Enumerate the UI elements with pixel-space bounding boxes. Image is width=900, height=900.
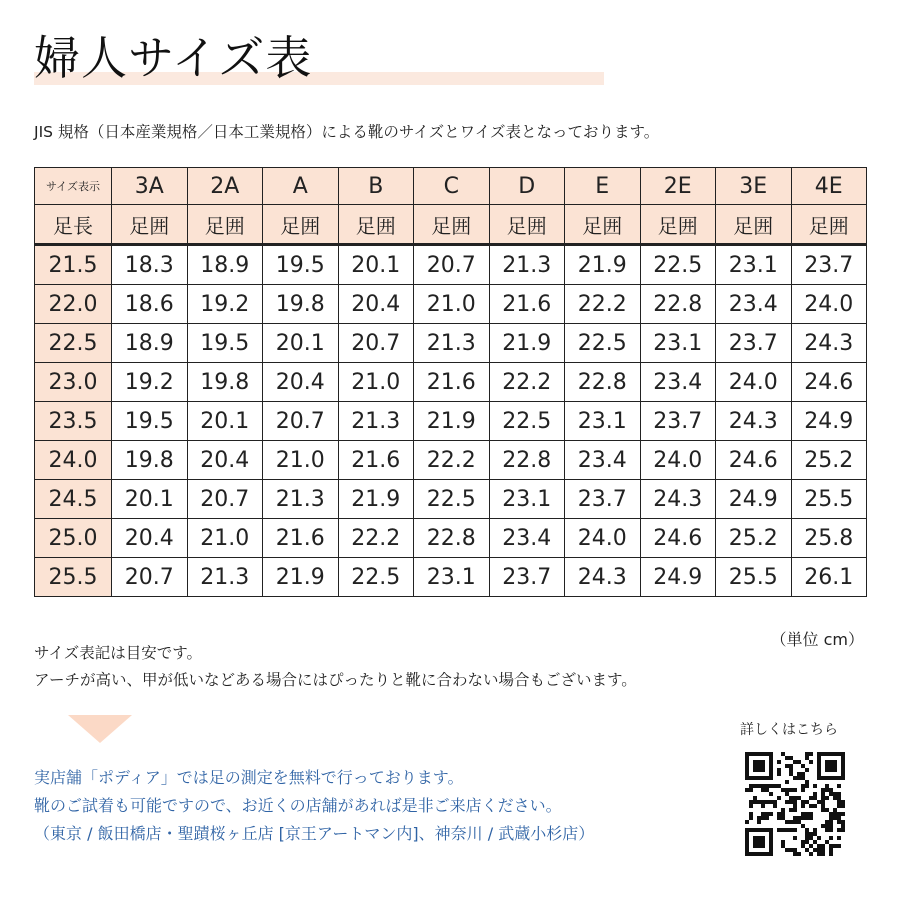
table-row [35,558,867,597]
girth-cell: 24.6 [640,519,716,558]
girth-cell: 19.2 [112,363,188,402]
store-info [34,764,594,848]
unit-label: （単位 cm） [770,630,864,649]
girth-cell: 23.4 [565,441,641,480]
girth-cell: 20.7 [112,558,188,597]
girth-cell: 20.4 [338,285,414,324]
girth-cell: 25.5 [791,480,867,519]
girth-cell: 23.4 [716,285,792,324]
girth-cell: 22.5 [338,558,414,597]
girth-cell: 23.7 [716,324,792,363]
width-header-cell: D [489,168,565,205]
girth-cell: 22.5 [414,480,490,519]
table-subheader-row [35,205,867,245]
girth-cell: 21.0 [263,441,339,480]
girth-cell: 19.8 [112,441,188,480]
width-header-cell: A [263,168,339,205]
girth-cell: 21.3 [187,558,263,597]
note-text: アーチが高い、甲が低いなどある場合にはぴったりと靴に合わない場合もございます。 [34,671,637,689]
foot-length-cell: 24.5 [35,480,112,519]
table-row [35,519,867,558]
girth-cell: 21.9 [263,558,339,597]
girth-cell: 24.0 [565,519,641,558]
width-header-cell: C [414,168,490,205]
girth-cell: 22.2 [414,441,490,480]
girth-cell: 20.7 [187,480,263,519]
qr-code-icon[interactable] [745,752,845,856]
girth-cell: 26.1 [791,558,867,597]
table-header-row [35,168,867,205]
girth-header-cell: 足囲 [414,205,490,245]
girth-cell: 23.1 [716,245,792,285]
girth-cell: 20.4 [112,519,188,558]
girth-cell: 23.4 [489,519,565,558]
table-row [35,480,867,519]
table-row [35,324,867,363]
girth-cell: 19.2 [187,285,263,324]
girth-header-cell: 足囲 [187,205,263,245]
girth-cell: 23.7 [791,245,867,285]
girth-cell: 19.5 [263,245,339,285]
girth-header-cell: 足囲 [640,205,716,245]
girth-cell: 20.1 [187,402,263,441]
girth-cell: 19.5 [112,402,188,441]
girth-cell: 21.3 [489,245,565,285]
girth-cell: 20.7 [414,245,490,285]
title-wrap [34,30,312,86]
girth-cell: 20.7 [263,402,339,441]
girth-cell: 22.2 [489,363,565,402]
store-line: 実店舗「ポディア」では足の測定を無料で行っております。 [34,768,464,787]
girth-cell: 25.2 [716,519,792,558]
table-row [35,363,867,402]
girth-cell: 19.8 [187,363,263,402]
foot-length-cell: 25.0 [35,519,112,558]
girth-cell: 19.5 [187,324,263,363]
girth-cell: 22.8 [640,285,716,324]
girth-header-cell: 足囲 [716,205,792,245]
girth-cell: 21.6 [489,285,565,324]
girth-cell: 18.6 [112,285,188,324]
girth-cell: 24.6 [791,363,867,402]
width-header-cell: 2A [187,168,263,205]
girth-header-cell: 足囲 [489,205,565,245]
girth-cell: 20.4 [263,363,339,402]
girth-cell: 21.0 [338,363,414,402]
foot-length-header-cell: 足長 [35,205,112,245]
girth-cell: 21.9 [338,480,414,519]
table-row [35,441,867,480]
table-row [35,402,867,441]
girth-cell: 22.8 [565,363,641,402]
qr-label: 詳しくはこちら [740,722,838,738]
table-row [35,285,867,324]
girth-header-cell: 足囲 [791,205,867,245]
foot-length-cell: 23.0 [35,363,112,402]
girth-cell: 23.1 [489,480,565,519]
girth-cell: 24.3 [716,402,792,441]
size-table [34,167,867,597]
girth-cell: 23.4 [640,363,716,402]
store-line: 靴のご試着も可能ですので、お近くの店舗があれば是非ご来店ください。 [34,796,562,815]
girth-cell: 21.6 [414,363,490,402]
girth-cell: 20.1 [338,245,414,285]
foot-length-cell: 21.5 [35,245,112,285]
girth-cell: 18.9 [187,245,263,285]
girth-cell: 25.5 [716,558,792,597]
girth-cell: 19.8 [263,285,339,324]
girth-cell: 24.6 [716,441,792,480]
girth-cell: 24.3 [791,324,867,363]
girth-header-cell: 足囲 [263,205,339,245]
girth-cell: 21.6 [263,519,339,558]
table-row [35,245,867,285]
girth-cell: 20.7 [338,324,414,363]
girth-cell: 21.0 [187,519,263,558]
girth-header-cell: 足囲 [338,205,414,245]
foot-length-cell: 24.0 [35,441,112,480]
store-line: （東京 / 飯田橋店・聖蹟桜ヶ丘店 [京王アートマン内]、神奈川 / 武蔵小杉店） [34,824,595,843]
girth-cell: 24.3 [640,480,716,519]
girth-cell: 21.6 [338,441,414,480]
girth-cell: 24.0 [640,441,716,480]
girth-cell: 24.0 [716,363,792,402]
girth-cell: 18.3 [112,245,188,285]
girth-header-cell: 足囲 [565,205,641,245]
girth-cell: 24.9 [791,402,867,441]
girth-cell: 24.9 [716,480,792,519]
girth-cell: 22.2 [338,519,414,558]
foot-length-cell: 25.5 [35,558,112,597]
girth-cell: 21.9 [565,245,641,285]
girth-cell: 22.5 [640,245,716,285]
girth-cell: 25.2 [791,441,867,480]
girth-cell: 24.0 [791,285,867,324]
girth-cell: 20.1 [112,480,188,519]
width-header-cell: 3A [112,168,188,205]
foot-length-cell: 22.5 [35,324,112,363]
girth-cell: 24.3 [565,558,641,597]
girth-cell: 21.9 [414,402,490,441]
width-header-cell: E [565,168,641,205]
girth-cell: 24.9 [640,558,716,597]
girth-cell: 25.8 [791,519,867,558]
girth-cell: 21.3 [338,402,414,441]
girth-cell: 20.4 [187,441,263,480]
foot-length-cell: 23.5 [35,402,112,441]
girth-cell: 23.7 [489,558,565,597]
girth-cell: 22.5 [489,402,565,441]
size-label-cell: サイズ表示 [35,168,112,205]
girth-cell: 22.8 [489,441,565,480]
girth-cell: 21.3 [263,480,339,519]
width-header-cell: 4E [791,168,867,205]
girth-cell: 23.1 [414,558,490,597]
foot-length-cell: 22.0 [35,285,112,324]
girth-cell: 21.0 [414,285,490,324]
girth-header-cell: 足囲 [112,205,188,245]
width-header-cell: B [338,168,414,205]
girth-cell: 22.8 [414,519,490,558]
note-text: サイズ表記は目安です。 [34,644,203,662]
girth-cell: 21.9 [489,324,565,363]
girth-cell: 23.7 [640,402,716,441]
girth-cell: 21.3 [414,324,490,363]
intro-text: JIS 規格（日本産業規格／日本工業規格）による靴のサイズとワイズ表となっております。 [34,123,660,141]
down-triangle-icon [68,715,132,743]
girth-cell: 20.1 [263,324,339,363]
page-title: 婦人サイズ表 [34,31,313,85]
girth-cell: 22.5 [565,324,641,363]
girth-cell: 22.2 [565,285,641,324]
girth-cell: 18.9 [112,324,188,363]
girth-cell: 23.7 [565,480,641,519]
width-header-cell: 3E [716,168,792,205]
girth-cell: 23.1 [640,324,716,363]
girth-cell: 23.1 [565,402,641,441]
width-header-cell: 2E [640,168,716,205]
